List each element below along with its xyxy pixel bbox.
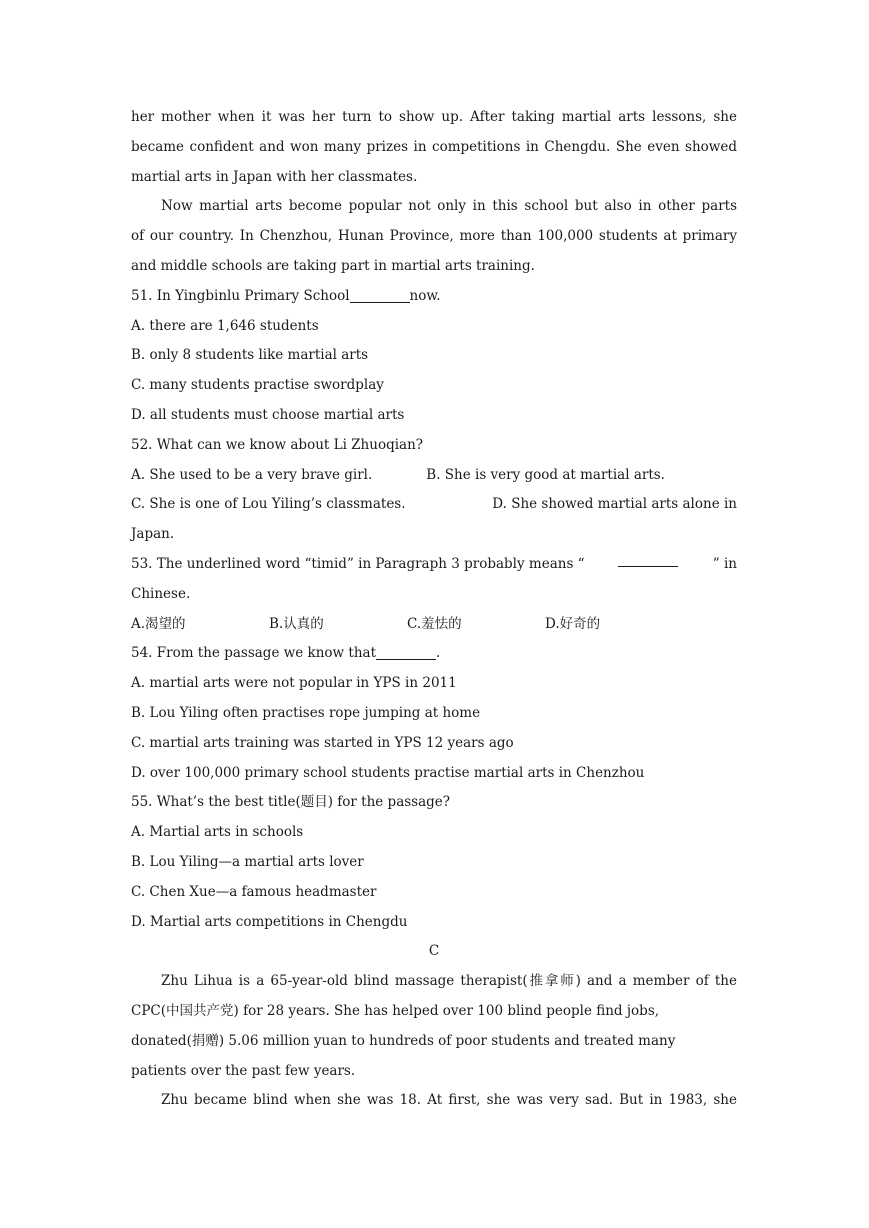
paragraph-line: Zhu became blind when she was 18. At first, she was very sad. But in 1983, she (161, 1092, 737, 1109)
paragraph-line: became confident and won many prizes in competitions in Chengdu. She even showed (131, 138, 737, 155)
question-52-stem: 52. What can we know about Li Zhuoqian? (131, 436, 424, 453)
document-page (131, 103, 737, 1116)
answer-blank (618, 550, 678, 567)
option-d: D. over 100,000 primary school students practise martial arts in Chenzhou (131, 764, 645, 781)
question-text: 51. In Yingbinlu Primary School (131, 287, 350, 304)
option-b: B. Lou Yiling often practises rope jumping at home (131, 704, 481, 721)
option-b: B. She is very good at martial arts. (426, 466, 665, 483)
option-a: A.渴望的 (131, 615, 186, 632)
option-c: C. Chen Xue—a famous headmaster (131, 883, 377, 900)
question-53-stem (131, 550, 737, 580)
question-text: 53. The underlined word “timid” in Paragraph 3 probably means “ (131, 555, 585, 572)
paragraph-line: martial arts in Japan with her classmates. (131, 168, 418, 185)
option-a: A. She used to be a very brave girl. (131, 466, 373, 483)
question-text: now. (409, 287, 441, 304)
question-text: 54. From the passage we know that (131, 645, 376, 662)
options-row (131, 461, 737, 491)
option-c: C. many students practise swordplay (131, 377, 384, 394)
option-d: D. all students must choose martial arts (131, 406, 405, 423)
paragraph-line: Now martial arts become popular not only in this school but also in other parts (161, 198, 737, 215)
question-text: ” in (712, 555, 737, 572)
paragraph-line: and middle schools are taking part in martial arts training. (131, 257, 535, 274)
options-row (131, 490, 737, 520)
option-c: C. She is one of Lou Yiling’s classmates. (131, 496, 406, 513)
option-b: B. only 8 students like martial arts (131, 347, 369, 364)
paragraph-line: of our country. In Chenzhou, Hunan Province, more than 100,000 students at primary (131, 228, 737, 245)
answer-blank (376, 643, 436, 660)
question-53-stem-continued: Chinese. (131, 585, 191, 602)
question-51-stem (131, 282, 737, 312)
option-a: A. there are 1,646 students (131, 317, 319, 334)
paragraph-line: her mother when it was her turn to show up. After taking martial arts lessons, she (131, 109, 737, 125)
paragraph-line: patients over the past few years. (131, 1062, 356, 1079)
paragraph-line: donated(捐赠) 5.06 million yuan to hundreds of poor students and treated many (131, 1032, 676, 1049)
option-a: A. martial arts were not popular in YPS in 2011 (131, 675, 457, 692)
paragraph-line: Zhu Lihua is a 65-year-old blind massage therapist(推拿师) and a member of the (161, 973, 737, 990)
answer-blank (350, 286, 410, 303)
option-b: B. Lou Yiling—a martial arts lover (131, 853, 364, 870)
section-heading: C (428, 943, 440, 960)
question-54-stem (131, 639, 737, 669)
option-a: A. Martial arts in schools (131, 824, 304, 841)
option-d: D.好奇的 (545, 615, 601, 632)
paragraph-line: CPC(中国共产党) for 28 years. She has helped over 100 blind people find jobs, (131, 1002, 660, 1019)
option-d-continued: Japan. (131, 526, 175, 543)
option-d: D. Martial arts competitions in Chengdu (131, 913, 408, 930)
question-55-stem: 55. What’s the best title(题目) for the passage? (131, 794, 451, 811)
option-b: B.认真的 (269, 615, 324, 632)
option-c: C.羞怯的 (407, 615, 462, 632)
options-row (131, 610, 737, 640)
option-c: C. martial arts training was started in YPS 12 years ago (131, 734, 514, 751)
option-d: D. She showed martial arts alone in (492, 496, 737, 513)
question-text: . (436, 645, 441, 662)
